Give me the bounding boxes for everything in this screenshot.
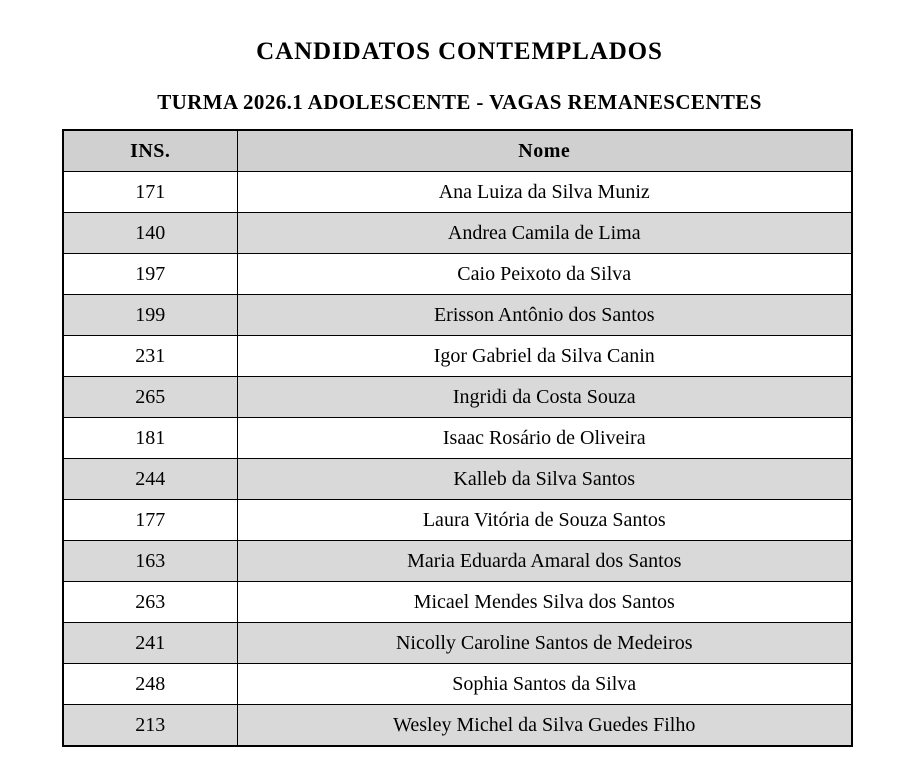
cell-candidate-name: Ingridi da Costa Souza	[237, 377, 852, 418]
cell-candidate-name: Maria Eduarda Amaral dos Santos	[237, 541, 852, 582]
cell-inscription-number: 171	[63, 172, 237, 213]
table-row	[63, 254, 852, 295]
cell-candidate-name: Igor Gabriel da Silva Canin	[237, 336, 852, 377]
cell-candidate-name: Caio Peixoto da Silva	[237, 254, 852, 295]
cell-inscription-number: 181	[63, 418, 237, 459]
cell-candidate-name: Nicolly Caroline Santos de Medeiros	[237, 623, 852, 664]
candidates-table	[62, 129, 853, 747]
table-row	[63, 500, 852, 541]
page-subtitle: TURMA 2026.1 ADOLESCENTE - VAGAS REMANESCENTES	[157, 89, 762, 114]
page-title: CANDIDATOS CONTEMPLADOS	[256, 38, 663, 65]
cell-inscription-number: 241	[63, 623, 237, 664]
cell-candidate-name: Kalleb da Silva Santos	[237, 459, 852, 500]
column-header-nome: Nome	[237, 130, 852, 172]
cell-inscription-number: 263	[63, 582, 237, 623]
table-row	[63, 623, 852, 664]
cell-inscription-number: 265	[63, 377, 237, 418]
table-row	[63, 295, 852, 336]
table-header-row	[63, 130, 852, 172]
cell-candidate-name: Isaac Rosário de Oliveira	[237, 418, 852, 459]
table-row	[63, 705, 852, 747]
table-header	[63, 130, 852, 172]
cell-candidate-name: Micael Mendes Silva dos Santos	[237, 582, 852, 623]
roster-table-container	[62, 129, 851, 747]
table-row	[63, 213, 852, 254]
table-row	[63, 582, 852, 623]
cell-inscription-number: 163	[63, 541, 237, 582]
table-row	[63, 664, 852, 705]
cell-candidate-name: Wesley Michel da Silva Guedes Filho	[237, 705, 852, 747]
cell-candidate-name: Erisson Antônio dos Santos	[237, 295, 852, 336]
cell-inscription-number: 248	[63, 664, 237, 705]
cell-inscription-number: 244	[63, 459, 237, 500]
table-row	[63, 541, 852, 582]
table-row	[63, 377, 852, 418]
table-row	[63, 418, 852, 459]
cell-candidate-name: Ana Luiza da Silva Muniz	[237, 172, 852, 213]
cell-inscription-number: 177	[63, 500, 237, 541]
table-body	[63, 172, 852, 747]
cell-inscription-number: 213	[63, 705, 237, 747]
cell-inscription-number: 199	[63, 295, 237, 336]
table-row	[63, 336, 852, 377]
cell-candidate-name: Sophia Santos da Silva	[237, 664, 852, 705]
cell-inscription-number: 140	[63, 213, 237, 254]
column-header-ins: INS.	[63, 130, 237, 172]
table-row	[63, 459, 852, 500]
cell-inscription-number: 231	[63, 336, 237, 377]
cell-candidate-name: Andrea Camila de Lima	[237, 213, 852, 254]
cell-inscription-number: 197	[63, 254, 237, 295]
cell-candidate-name: Laura Vitória de Souza Santos	[237, 500, 852, 541]
table-row	[63, 172, 852, 213]
